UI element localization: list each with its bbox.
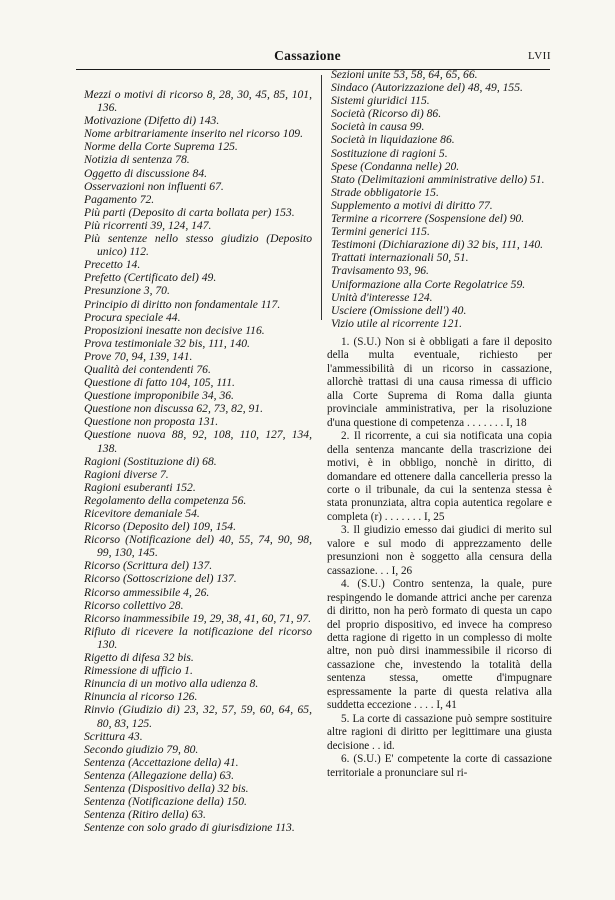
index-entry: Mezzi o motivi di ricorso 8, 28, 30, 45, 85, 101, 136. [84,88,312,115]
index-entry: Più sentenze nello stesso giudizio (Deposito unico) 112. [84,232,312,259]
index-entry: Ragioni esuberanti 152. [84,480,196,494]
index-entry: Rifiuto di ricevere la notificazione del ricorso 130. [84,624,312,651]
index-entry: Notizia di sentenza 78. [84,153,190,167]
index-entry: Unità d'interesse 124. [331,290,433,304]
index-entry: Termine a ricorrere (Sospensione del) 90. [331,212,525,226]
index-entry: Ricorso (Scrittura del) 137. [84,559,213,573]
index-entry: Società in causa 99. [331,120,425,134]
page-header-title: Cassazione [274,48,341,63]
index-entry: Sentenza (Dispositivo della) 32 bis. [84,781,249,795]
index-entry: Pagamento 72. [84,192,155,206]
index-entry: Sentenza (Ritiro della) 63. [84,808,206,822]
index-entry: Precetto 14. [84,258,141,272]
index-entry: Società in liquidazione 86. [331,133,455,147]
index-entry: Trattati internazionali 50, 51. [331,251,469,265]
index-entry: Società (Ricorso di) 86. [331,107,442,121]
note-text: 5. La corte di cassazione può sempre sostituire altre ragioni di diritto per legittimare una giusta decisione [327,712,552,752]
page-number: LVII [528,50,551,62]
index-entry: Ricorso ammessibile 4, 26. [84,585,210,599]
index-entry: Sentenze con solo grado di giurisdizione 113. [84,821,295,835]
index-entry: Sentenza (Accettazione della) 41. [84,755,239,769]
index-entry: Vizio utile al ricorrente 121. [331,316,463,330]
index-entry: Più ricorrenti 39, 124, 147. [84,218,212,232]
note-text: 1. (S.U.) Non si è obbligati a fare il deposito della multa eventuale, richiesto per l'ammessibilità di un ricorso in cassazione, allorchè trattasi di una causa rimessa di ufficio alla Corte Suprema di Roma dalla giunta provinciale amministrativa, per la risoluzione d'una questione di competenza [327,336,552,429]
note-reference: . . I, 26 [380,564,413,577]
index-entry: Travisamento 93, 96. [331,264,429,278]
index-entry: Questione di fatto 104, 105, 111. [84,376,235,390]
note-reference: . . . . I, 41 [413,699,457,712]
index-entry: Spese (Condanna nelle) 20. [331,159,460,173]
index-entry: Qualità dei contendenti 76. [84,362,211,376]
index-entry: Usciere (Omissione dell') 40. [331,303,467,317]
index-entry: Sostituzione di ragioni 5. [331,146,448,160]
index-column-left [84,88,312,834]
index-entry: Presunzione 3, 70. [84,284,170,298]
index-entry: Ricorso inammessibile 19, 29, 38, 41, 60, 71, 97. [84,611,312,625]
index-entry: Motivazione (Difetto di) 143. [84,114,220,128]
index-entry: Scrittura 43. [84,729,143,743]
index-entry: Regolamento della competenza 56. [84,493,247,507]
index-entry: Nome arbitrariamente inserito nel ricorso 109. [84,127,303,141]
note-reference: . . . . . . . I, 25 [384,510,445,523]
index-entry: Questione non proposta 131. [84,415,219,429]
index-entry: Uniformazione alla Corte Regolatrice 59. [331,277,526,291]
note-paragraph [327,524,552,578]
index-entry: Supplemento a motivi di diritto 77. [331,198,493,212]
note-text: 4. (S.U.) Contro sentenza, la quale, pure respingendo le domande attrici anche per carenza di diritto, non ha però formato di questa un capo del proprio dispositivo, ed invece ha compreso detta ragione di rigetto in un complesso di molte altre, non può dirsi inammessibile il ricorso di cassazione che, investendo la totalità della sentenza stessa, omette d'impugnare espressamente la parte di questa relativa alla suddetta eccezione [327,578,552,712]
index-entry: Testimoni (Dichiarazione di) 32 bis, 111, 140. [331,238,544,252]
index-entry: Ragioni diverse 7. [84,467,169,481]
index-entry: Norme della Corte Suprema 125. [84,140,238,154]
note-reference: . . id. [372,739,395,752]
index-entry: Ricorso (Sottoscrizione del) 137. [84,572,237,586]
index-entry: Sistemi giuridici 115. [331,94,430,108]
index-entry: Sentenza (Allegazione della) 63. [84,768,235,782]
index-entry: Rimessione di ufficio 1. [84,664,193,678]
index-entry: Sindaco (Autorizzazione del) 48, 49, 155. [331,81,523,95]
index-entry: Prefetto (Certificato del) 49. [84,271,217,285]
index-entry: Procura speciale 44. [84,310,181,324]
index-entry: Stato (Delimitazioni amministrative dello) 51. [331,172,545,186]
index-column-right [331,68,551,330]
index-entry: Ragioni (Sostituzione di) 68. [84,454,217,468]
index-entry: Questione nuova 88, 92, 108, 110, 127, 134, 138. [84,428,312,455]
index-entry: Prova testimoniale 32 bis, 111, 140. [84,336,250,350]
index-entry: Termini generici 115. [331,225,430,239]
index-entry: Secondo giudizio 79, 80. [84,742,199,756]
index-entry: Rinuncia di un motivo alla udienza 8. [84,677,259,691]
index-entry: Proposizioni inesatte non decisive 116. [84,323,265,337]
note-reference: . . . . . . . I, 18 [466,416,527,429]
index-entry: Più parti (Deposito di carta bollata per) 153. [84,205,295,219]
note-paragraph [327,336,552,430]
index-entry: Osservazioni non influenti 67. [84,179,224,193]
index-entry: Questione improponibile 34, 36. [84,389,234,403]
index-entry: Oggetto di discussione 84. [84,166,208,180]
index-entry: Ricevitore demaniale 54. [84,507,200,520]
index-entry: Sezioni unite 53, 58, 64, 65, 66. [331,68,478,81]
index-entry: Questione non discussa 62, 73, 82, 91. [84,402,264,416]
index-entry: Rinvio (Giudizio di) 23, 32, 57, 59, 60, 64, 65, 80, 83, 125. [84,703,312,730]
index-entry: Ricorso collettivo 28. [84,598,184,612]
index-entry: Strade obbligatorie 15. [331,185,439,199]
note-paragraph [327,713,552,753]
index-entry: Ricorso (Deposito del) 109, 154. [84,520,236,534]
case-notes [327,336,552,780]
note-paragraph [327,578,552,713]
index-entry: Rinuncia al ricorso 126. [84,690,198,704]
note-paragraph [327,430,552,524]
note-text: 3. Il giudizio emesso dai giudici di merito sul valore e sul modo di apprezzamento delle presunzioni non è soggetto alla censura della cassazione. [327,524,552,577]
index-entry: Sentenza (Notificazione della) 150. [84,795,247,809]
note-paragraph [327,753,552,780]
note-text: 2. Il ricorrente, a cui sia notificata una copia della sentenza mancante della trascrizione dei motivi, è in obbligo, nonchè in diritto, di domandare ed ottenere dalla cancelleria presso la corte o il tribunale, da cui la sentenza stessa è stata pronunziata, altra copia autentica regolare e completa (r) [327,430,552,523]
index-entry: Prove 70, 94, 139, 141. [84,349,193,363]
index-entry: Ricorso (Notificazione del) 40, 55, 74, 90, 98, 99, 130, 145. [84,533,312,560]
index-entry: Principio di diritto non fondamentale 117. [84,297,281,311]
index-entry: Rigetto di difesa 32 bis. [84,651,194,665]
note-text: 6. (S.U.) E' competente la corte di cassazione territoriale a pronunciare sul ri- [327,753,552,779]
column-divider [321,75,322,320]
